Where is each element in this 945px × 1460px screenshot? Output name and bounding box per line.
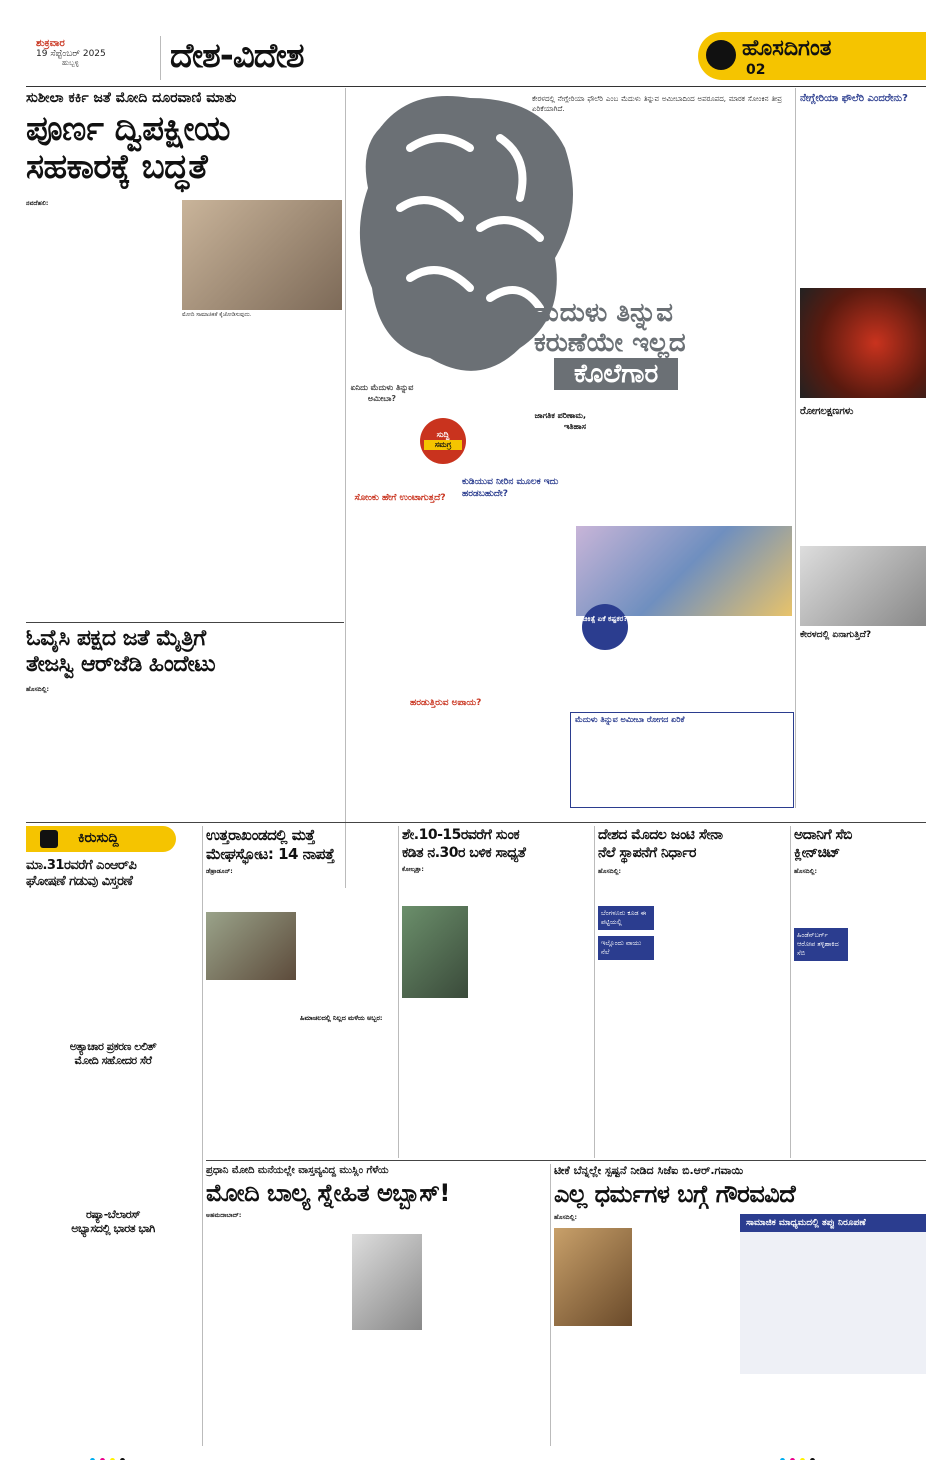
story-body-2 [472,906,592,1156]
newspaper-logo [698,32,926,80]
story-body-2 [300,912,396,1012]
story-body-3 [206,1026,396,1156]
story-body [26,686,344,826]
story-headline: ಮೋದಿ ಬಾಲ್ಯ ಸ್ನೇಹಿತ ಅಬ್ಬಾಸ್! [206,1179,450,1207]
q-danger: ಹರಡುತ್ತಿರುವ ಅಪಾಯ? [410,698,482,708]
story-body-3 [402,1002,468,1156]
tag-airbase: ಇಲ್ಲೊಂದು ವಾಯು ನೆಲೆ [598,936,654,960]
story-kicker: ಪ್ರಧಾನಿ ಮೋದಿ ಮನೆಯಲ್ಲೇ ವಾಸ್ತವ್ಯವಿದ್ದ ಮುಸ್ಲಿಂ ಗೆಳೆಯ [206,1165,389,1176]
highlight-box: ಹಿಂಡೆನ್‌ಬರ್ಗ್ ಆರೋಪ ತಳ್ಳಿಹಾಕಿದ ಸೆಬಿ [794,928,848,961]
symptoms-body [800,422,926,542]
masthead-band [420,36,698,80]
global-impact-body [590,410,792,470]
story-body [402,866,592,902]
story-headline: ದೇಶದ ಮೊದಲ ಜಂಟಿ ಸೇನಾ [598,827,723,843]
story-dateline: ಹೊಸದಿಲ್ಲಿ: [554,1214,577,1221]
water-body [462,508,572,688]
issue-date-text: 19 ಸೆಪ್ಟೆಂಬರ್ 2025 [36,49,106,59]
story-tariff-cut [402,826,592,1158]
story-headline: ಎಲ್ಲ ಧರ್ಮಗಳ ಬಗ್ಗೆ ಗೌರವವಿದೆ [554,1180,796,1208]
issue-date [36,38,146,70]
brief3-body [26,1240,200,1390]
story-body [598,868,788,904]
story-headline-2: ಮೇಘಸ್ಫೋಟ: 14 ನಾಪತ್ತೆ [206,845,335,863]
story-headline-2: ಕಡಿತ ನ.30ರ ಬಳಿಕ ಸಾಧ್ಯತೆ [402,845,526,861]
photo-cji [554,1228,632,1326]
photo-abbas [352,1234,422,1330]
story-headline-2: ನೆಲೆ ಸ್ಥಾಪನೆಗೆ ನಿರ್ಧಾರ [598,845,696,861]
section-title: ದೇಶ-ವಿದೇಶ [170,36,304,76]
feature-intro: ಕೇರಳದಲ್ಲಿ ನೇಗ್ಲೇರಿಯಾ ಫೌಲೆರಿ ಎಂಬ ಮೆದುಳು ತಿನ್ನುವ ಅಮೀಬಾದಿಂದ ಅಪರೂಪದ, ಮಾರಕ ಸೋಂಕಿನ ತೀವ್ರ ಏರಿಕೆಯಾಗಿದೆ. [532,95,782,113]
story-dateline: ಡೆಹ್ರಾಡೂನ್: [206,868,233,875]
feature-title-line1: ಮೆದುಳು ತಿನ್ನುವ [534,298,673,328]
feature-title-line2: ಕರುಣೆಯೇ ಇಲ್ಲದ [534,328,686,358]
story-body-3 [352,1334,422,1446]
badge-line2: ಸಮಗ್ರ [424,440,462,450]
story-headline-2: ಸಹಕಾರಕ್ಕೆ ಬದ್ಧತೆ [26,147,208,187]
story-headline-2: ತೇಜಸ್ವಿ ಆರ್‌ಜೆಡಿ ಹಿಂದೇಟು [26,652,216,677]
kirusuddi-column [26,826,200,1446]
alert-box [570,712,794,808]
brief2-headline: ಅತ್ಯಾಚಾರ ಪ್ರಕರಣ ಲಲಿತ್ [69,1040,157,1053]
print-marks [90,1448,150,1456]
story-body [26,200,176,610]
issue-city: ಹುಬ್ಬಳ್ಳಿ [62,59,79,67]
brief3-headline: ರಷ್ಯಾ-ಬೆಲಾರಸ್ [86,1208,140,1221]
brief3-headline-2: ಅಭ್ಯಾಸದಲ್ಲಿ ಭಾರತ ಭಾಗಿ [71,1222,155,1235]
sidebar-box [740,1214,926,1374]
badge-sudhi-samagra [420,418,466,464]
section-heading: ನೇಗ್ಲೇರಿಯಾ ಫೌಲೆರಿ ಎಂದರೇನು? [800,93,908,104]
story-headline: ಉತ್ತರಾಖಂಡದಲ್ಲಿ ಮತ್ತೆ [206,826,315,844]
badge-line1: ಸುದ್ದಿ [436,430,450,439]
q-how-spread: ಸೋಂಕು ಹೇಗೆ ಉಂಟಾಗುತ್ತದೆ? [354,493,446,503]
story-headline-2: ಕ್ಲೀನ್‌ಚಿಟ್ [794,845,840,861]
issue-day: ಶುಕ್ರವಾರ [36,38,65,49]
sidebar-body [740,1232,926,1362]
story-headline: ಪೂರ್ಣ ದ್ವಿಪಕ್ಷೀಯ [26,109,230,149]
story-dateline: ಹೊಸದಿಲ್ಲಿ: [26,686,49,693]
kirusuddi-label: ಕಿರುಸುದ್ದಿ [78,830,119,846]
story-subhead: ಹಿಮಾಚಲದಲ್ಲಿ ನಿಲ್ಲದ ಮಳೆಯ ಅಬ್ಬರ: [300,1014,383,1022]
story-dateline: ಹೊಸದಿಲ್ಲಿ: [794,868,817,875]
feature-title [534,298,792,408]
story-body [206,868,396,908]
print-marks-2 [780,1448,840,1456]
global-impact-label: ಜಾಗತಿಕ ಪರಿಣಾಮ, ಇತಿಹಾಸ [534,411,586,431]
brief1-headline: ಮಾ.31ರವರೆಗೆ ಎಂಆರ್‌ಪಿ [26,858,137,873]
logo-text: ಹೊಸದಿಗಂತ [742,36,832,61]
q-treatment-hard: ಚಿಕಿತ್ಸೆ ಏಕೆ ಕಷ್ಟಕರ? [582,604,628,650]
story-dateline: ಹೊಸದಿಲ್ಲಿ: [598,868,621,875]
story-body-3 [598,966,654,1156]
page-number: 02 [746,62,766,78]
story-owaisi-rjd [26,626,344,826]
photo-official [402,906,468,998]
brief2-body [26,1072,200,1202]
kerala-body [800,644,926,808]
story-dateline: ಅಹಮದಾಬಾದ್: [206,1212,242,1219]
story-kicker: ಸುಶೀಲಾ ಕರ್ಕಿ ಜತೆ ಮೋದಿ ದೂರವಾಣಿ ಮಾತು [26,90,237,106]
story-adani-sebi [794,826,926,1158]
brief2-headline-2: ಮೋದಿ ಸಹೋದರ ಸೆರೆ [74,1054,152,1067]
section-kerala: ಕೇರಳದಲ್ಲಿ ಏನಾಗುತ್ತಿದೆ? [800,630,872,640]
photo-landslide [206,912,296,980]
danger-body [350,714,564,804]
story-headline: ಓವೈಸಿ ಪಕ್ಷದ ಜತೆ ಮೈತ್ರಿಗೆ [26,626,206,651]
story-body [794,868,926,924]
section-body [800,109,926,259]
photo-caption: ಮೋದಿ ಸಾಮಾಜಿಕತೆ ಕೈಜೋಡಿಸುವುದು. [182,312,252,318]
kirusuddi-banner [26,826,176,852]
story-body-2 [852,928,926,1058]
photo-headache [800,546,926,626]
story-dateline: ನವದೆಹಲಿ: [26,200,49,207]
photo-modi-karki [182,200,342,310]
logo-emblem-icon [706,40,736,70]
feature-amoeba [350,88,926,818]
tag-bengaluru: ಬೆಂಗಳೂರು ಕೂಡ ಈ ಪಟ್ಟಿಯಲ್ಲಿ [598,906,654,930]
alert-body [571,727,793,803]
section-symptoms: ರೋಗಲಕ್ಷಣಗಳು [800,406,854,417]
story-karki-call [26,88,344,618]
story-headline: ಶೇ.10-15ರವರೆಗೆ ಸುಂಕ [402,827,520,843]
sidebar-title: ಸಾಮಾಜಿಕ ಮಾಧ್ಯಮದಲ್ಲಿ ತಪ್ಪು ನಿರೂಪಣೆ [740,1214,926,1232]
story-body-2 [740,1378,926,1446]
story-body [206,1212,346,1446]
story-modi-abbas [206,1164,546,1446]
story-cji-gavai [554,1164,926,1446]
brief1-body [26,894,200,1034]
story-uttarakhand [206,826,396,1158]
hand-icon [40,830,58,848]
story-kicker: ಟೀಕೆ ಬೆನ್ನಲ್ಲೇ ಸ್ಪಷ್ಟನೆ ನೀಡಿದ ಸಿಜೆಐ ಬಿ.ಆರ್.ಗವಾಯಿ [554,1164,744,1177]
story-body-col2 [182,324,342,610]
brief1-headline-2: ಘೋಷಣೆ ಗಡುವು ವಿಸ್ತರಣೆ [26,874,133,889]
q-water: ಕುಡಿಯುವ ನೀರಿನ ಮೂಲಕ ಇದು ಹರಡಬಹುದೇ? [462,477,559,499]
alert-title: ಮೆದುಳು ತಿನ್ನುವ ಅಮೀಬಾ ರೋಗದ ಏರಿಕೆ [575,715,685,724]
story-body-2 [426,1212,546,1446]
story-dateline: ಕೋಲ್ಕತ್ತಾ: [402,866,424,873]
story-body-2 [658,906,788,1156]
feature-title-line3: ಕೊಲೆಗಾರ [554,358,678,390]
q-what-is-amoeba: ಏನಿದು ಮೆದುಳು ತಿನ್ನುವ ಅಮೀಬಾ? [350,383,414,403]
story-body-3 [794,1062,926,1156]
photo-amoeba-cells [576,526,792,616]
story-joint-base [598,826,788,1158]
story-headline: ಅದಾನಿಗೆ ಸೆಬಿ [794,827,852,843]
photo-amoeba-render [800,288,926,398]
